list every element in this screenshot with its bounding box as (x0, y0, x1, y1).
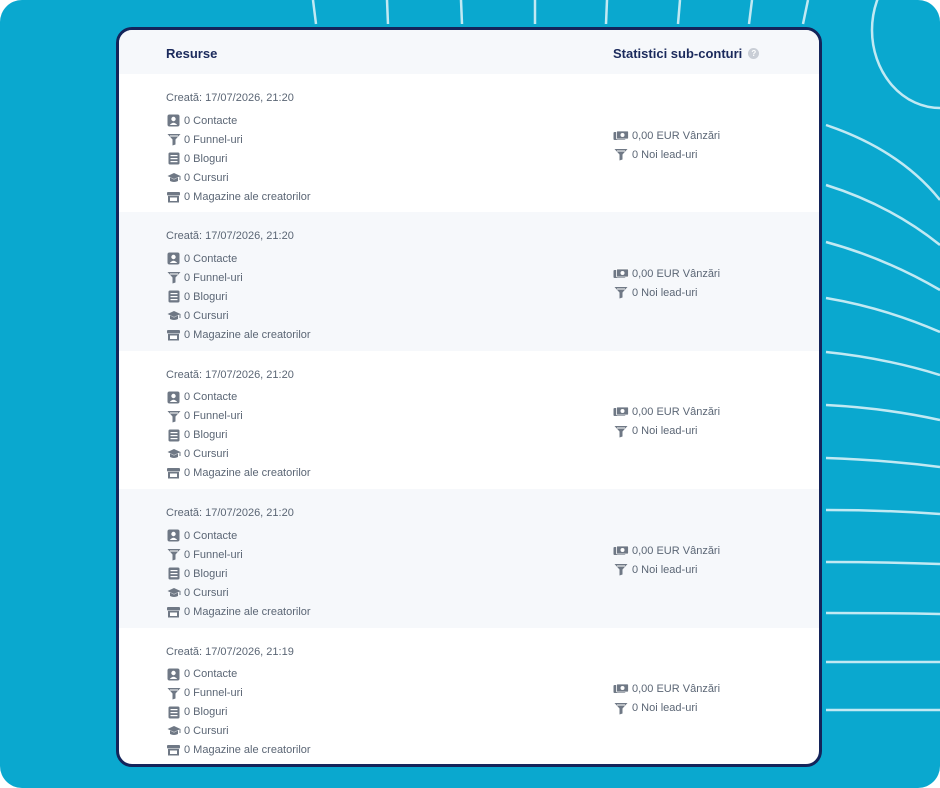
resource-blogs (166, 290, 227, 303)
funnel-icon (166, 271, 181, 284)
graduation-cap-icon (166, 171, 181, 184)
resource-courses (166, 309, 229, 322)
resource-blogs (166, 429, 227, 442)
table-body (119, 74, 819, 766)
resource-stores (166, 190, 311, 203)
store-icon (166, 190, 181, 203)
stat-sales-label: 0,00 EUR Vânzări (632, 683, 721, 696)
resource-stores-label: 0 Magazine ale creatorilor (184, 328, 311, 341)
funnel-icon (166, 687, 181, 700)
contact-card-icon (166, 391, 181, 404)
resource-courses (166, 448, 229, 461)
stat-sales (613, 683, 720, 696)
contact-card-icon (166, 529, 181, 542)
contact-card-icon (166, 252, 181, 265)
funnel-icon (166, 410, 181, 423)
resource-stores (166, 605, 311, 618)
blog-document-icon (166, 429, 181, 442)
sub-accounts-table (116, 27, 822, 767)
money-icon (613, 129, 629, 142)
table-row (119, 74, 819, 212)
stat-sales (613, 406, 720, 419)
resource-blogs (166, 706, 227, 719)
stat-sales (613, 267, 720, 280)
funnel-icon (166, 133, 181, 146)
resource-stores (166, 467, 311, 480)
graduation-cap-icon (166, 309, 181, 322)
resource-courses (166, 171, 229, 184)
money-icon (613, 683, 629, 696)
resource-blogs-label: 0 Bloguri (184, 567, 228, 580)
store-icon (166, 744, 181, 757)
store-icon (166, 467, 181, 480)
stat-sales (613, 544, 720, 557)
resource-contacts-label: 0 Contacte (184, 252, 238, 265)
resource-contacts (166, 529, 237, 542)
resource-funnels-label: 0 Funnel-uri (184, 410, 243, 423)
resource-blogs (166, 152, 227, 165)
resource-stores (166, 328, 311, 341)
created-date: Creată: 17/07/2026, 21:20 (166, 368, 294, 381)
contact-card-icon (166, 668, 181, 681)
resource-courses-label: 0 Cursuri (184, 171, 229, 184)
stat-sales (613, 129, 720, 142)
money-icon (613, 267, 629, 280)
funnel-icon (166, 548, 181, 561)
stat-leads (613, 148, 697, 161)
stat-leads-label: 0 Noi lead-uri (632, 702, 698, 715)
money-icon (613, 406, 629, 419)
info-icon[interactable]: ? (748, 48, 759, 59)
contact-card-icon (166, 114, 181, 127)
resource-funnels (166, 271, 243, 284)
resource-stores-label: 0 Magazine ale creatorilor (184, 605, 311, 618)
stat-leads (613, 286, 697, 299)
column-header-stats-label: Statistici sub-conturi (613, 46, 743, 61)
resource-contacts (166, 668, 237, 681)
resource-blogs-label: 0 Bloguri (184, 290, 228, 303)
stat-leads-label: 0 Noi lead-uri (632, 563, 698, 576)
graduation-cap-icon (166, 725, 181, 738)
resource-stores-label: 0 Magazine ale creatorilor (184, 190, 311, 203)
resource-blogs-label: 0 Bloguri (184, 429, 228, 442)
resource-blogs-label: 0 Bloguri (184, 706, 228, 719)
created-date: Creată: 17/07/2026, 21:20 (166, 507, 294, 520)
column-header-resources: Resurse (166, 46, 218, 61)
resource-contacts-label: 0 Contacte (184, 391, 238, 404)
resource-funnels (166, 548, 243, 561)
resource-courses-label: 0 Cursuri (184, 586, 229, 599)
table-header (119, 30, 819, 74)
resource-courses-label: 0 Cursuri (184, 309, 229, 322)
funnel-icon (613, 563, 629, 576)
resource-contacts (166, 391, 237, 404)
funnel-icon (613, 148, 629, 161)
blog-document-icon (166, 706, 181, 719)
resource-stores-label: 0 Magazine ale creatorilor (184, 467, 311, 480)
resource-contacts-label: 0 Contacte (184, 114, 238, 127)
resource-stores (166, 744, 311, 757)
resource-courses-label: 0 Cursuri (184, 448, 229, 461)
funnel-icon (613, 702, 629, 715)
resource-funnels (166, 410, 243, 423)
table-row (119, 351, 819, 489)
blog-document-icon (166, 567, 181, 580)
graduation-cap-icon (166, 448, 181, 461)
resource-contacts-label: 0 Contacte (184, 668, 238, 681)
resource-contacts (166, 252, 237, 265)
stat-sales-label: 0,00 EUR Vânzări (632, 267, 721, 280)
resource-funnels-label: 0 Funnel-uri (184, 687, 243, 700)
stat-leads (613, 425, 697, 438)
table-row (119, 212, 819, 350)
graduation-cap-icon (166, 586, 181, 599)
resource-blogs (166, 567, 227, 580)
resource-funnels (166, 133, 243, 146)
blog-document-icon (166, 152, 181, 165)
stat-sales-label: 0,00 EUR Vânzări (632, 129, 721, 142)
stat-leads (613, 702, 697, 715)
resource-funnels-label: 0 Funnel-uri (184, 271, 243, 284)
blog-document-icon (166, 290, 181, 303)
column-header-stats (613, 46, 759, 61)
money-icon (613, 544, 629, 557)
table-row (119, 489, 819, 627)
resource-blogs-label: 0 Bloguri (184, 152, 228, 165)
stat-leads-label: 0 Noi lead-uri (632, 286, 698, 299)
stat-sales-label: 0,00 EUR Vânzări (632, 406, 721, 419)
created-date: Creată: 17/07/2026, 21:19 (166, 645, 294, 658)
store-icon (166, 605, 181, 618)
resource-courses (166, 725, 229, 738)
created-date: Creată: 17/07/2026, 21:20 (166, 92, 294, 104)
resource-courses-label: 0 Cursuri (184, 725, 229, 738)
stat-leads (613, 563, 697, 576)
resource-contacts (166, 114, 237, 127)
resource-stores-label: 0 Magazine ale creatorilor (184, 744, 311, 757)
stat-leads-label: 0 Noi lead-uri (632, 425, 698, 438)
store-icon (166, 328, 181, 341)
resource-funnels-label: 0 Funnel-uri (184, 548, 243, 561)
resource-funnels-label: 0 Funnel-uri (184, 133, 243, 146)
funnel-icon (613, 286, 629, 299)
stat-leads-label: 0 Noi lead-uri (632, 148, 698, 161)
stat-sales-label: 0,00 EUR Vânzări (632, 544, 721, 557)
resource-contacts-label: 0 Contacte (184, 529, 238, 542)
created-date: Creată: 17/07/2026, 21:20 (166, 230, 294, 243)
table-row (119, 628, 819, 766)
resource-courses (166, 586, 229, 599)
resource-funnels (166, 687, 243, 700)
funnel-icon (613, 425, 629, 438)
